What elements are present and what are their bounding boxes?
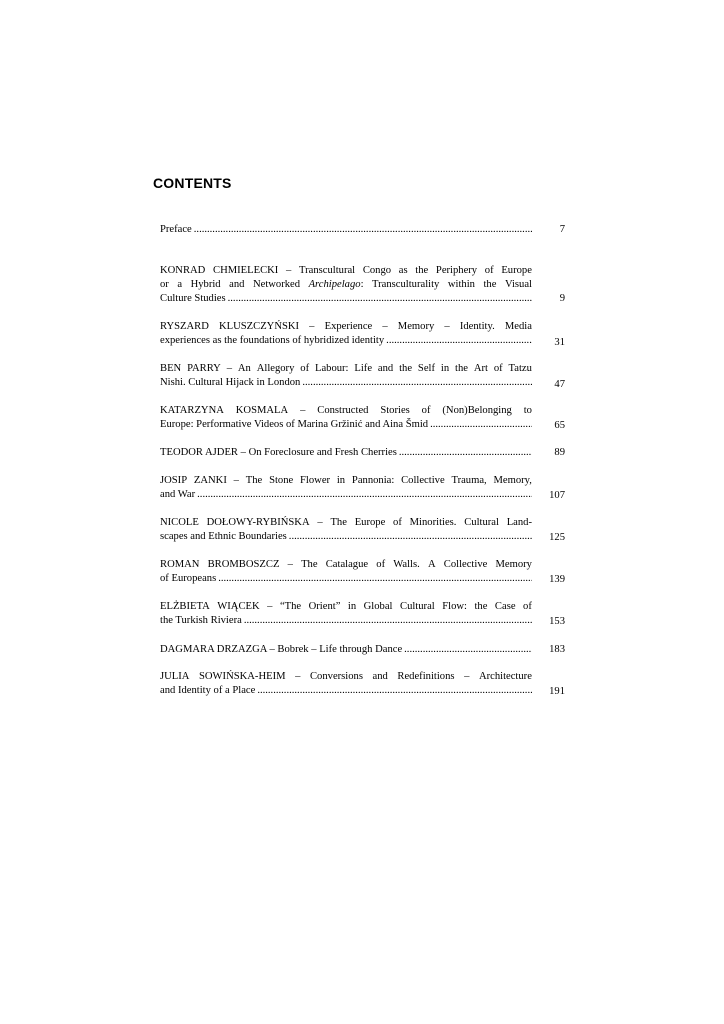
toc-entry-sowinska-heim <box>160 670 565 698</box>
toc-entry-zanki <box>160 474 565 502</box>
toc-page-number: 153 <box>549 616 565 627</box>
toc-page-number: 89 <box>554 447 565 458</box>
toc-entry-line: and Identity of a Place <box>160 685 256 696</box>
toc-page-number: 107 <box>549 490 565 501</box>
toc-page-number: 65 <box>554 420 565 431</box>
toc-entry-line: BEN PARRY – An Allegory of Labour: Life and the Self in the Art of Tatzu <box>160 363 532 374</box>
toc-entry-line: TEODOR AJDER – On Foreclosure and Fresh Cherries <box>160 447 397 458</box>
toc-page-number: 183 <box>549 644 565 655</box>
toc-entry-ajder <box>160 446 565 460</box>
toc-entry-chmielecki <box>160 264 565 306</box>
toc-entry-line: DAGMARA DRZAZGA – Bobrek – Life through Dance <box>160 644 403 655</box>
toc-entry-line: or a Hybrid and Networked Archipelago: Transculturality within the Visual <box>160 279 532 290</box>
toc-entry-preface <box>160 223 565 237</box>
toc-page-number: 125 <box>549 532 565 543</box>
toc-entry-kluszczynski <box>160 320 565 348</box>
toc-entry-line: of Europeans <box>160 573 217 584</box>
toc-entry-line: ROMAN BROMBOSZCZ – The Catalague of Walls. A Collective Memory <box>160 559 532 570</box>
toc-entry-line: Culture Studies <box>160 293 226 304</box>
toc-entry-wiacek <box>160 600 565 628</box>
toc-entry-line: ELŻBIETA WIĄCEK – “The Orient” in Global Cultural Flow: the Case of <box>160 601 532 612</box>
toc-entry-dolowy-rybinska <box>160 516 565 544</box>
toc-page-number: 47 <box>554 379 565 390</box>
toc-page-number: 9 <box>559 293 565 304</box>
toc-entry-drzazga <box>160 643 565 657</box>
toc-entry-line: JULIA SOWIŃSKA-HEIM – Conversions and Redefinitions – Architecture <box>160 671 532 682</box>
toc-entry-parry <box>160 362 565 390</box>
toc-entry-line: Preface <box>160 224 192 235</box>
toc-entry-line: KATARZYNA KOSMALA – Constructed Stories of (Non)Belonging to <box>160 405 532 416</box>
toc-entry-bromboszcz <box>160 558 565 586</box>
toc-entry-kosmala <box>160 404 565 432</box>
toc-entry-line: RYSZARD KLUSZCZYŃSKI – Experience – Memory – Identity. Media <box>160 321 532 332</box>
toc-page-number: 191 <box>549 686 565 697</box>
toc-entry-line: scapes and Ethnic Boundaries <box>160 531 287 542</box>
toc-entry-line: and War <box>160 489 196 500</box>
toc-entry-line: JOSIP ZANKI – The Stone Flower in Pannonia: Collective Trauma, Memory, <box>160 475 532 486</box>
toc-entry-line: Nishi. Cultural Hijack in London <box>160 377 301 388</box>
toc-page-number: 7 <box>559 224 565 235</box>
toc-page-number: 31 <box>554 337 565 348</box>
toc-entry-line: Europe: Performative Videos of Marina Gržinić and Aina Šmid <box>160 419 429 430</box>
toc-entry-line: experiences as the foundations of hybridized identity <box>160 335 385 346</box>
toc-entry-line: the Turkish Riviera <box>160 615 242 626</box>
contents-heading: CONTENTS <box>153 175 232 191</box>
toc-page-number: 139 <box>549 574 565 585</box>
toc-entry-line: KONRAD CHMIELECKI – Transcultural Congo as the Periphery of Europe <box>160 265 532 276</box>
toc-entry-line: NICOLE DOŁOWY-RYBIŃSKA – The Europe of Minorities. Cultural Land- <box>160 517 532 528</box>
